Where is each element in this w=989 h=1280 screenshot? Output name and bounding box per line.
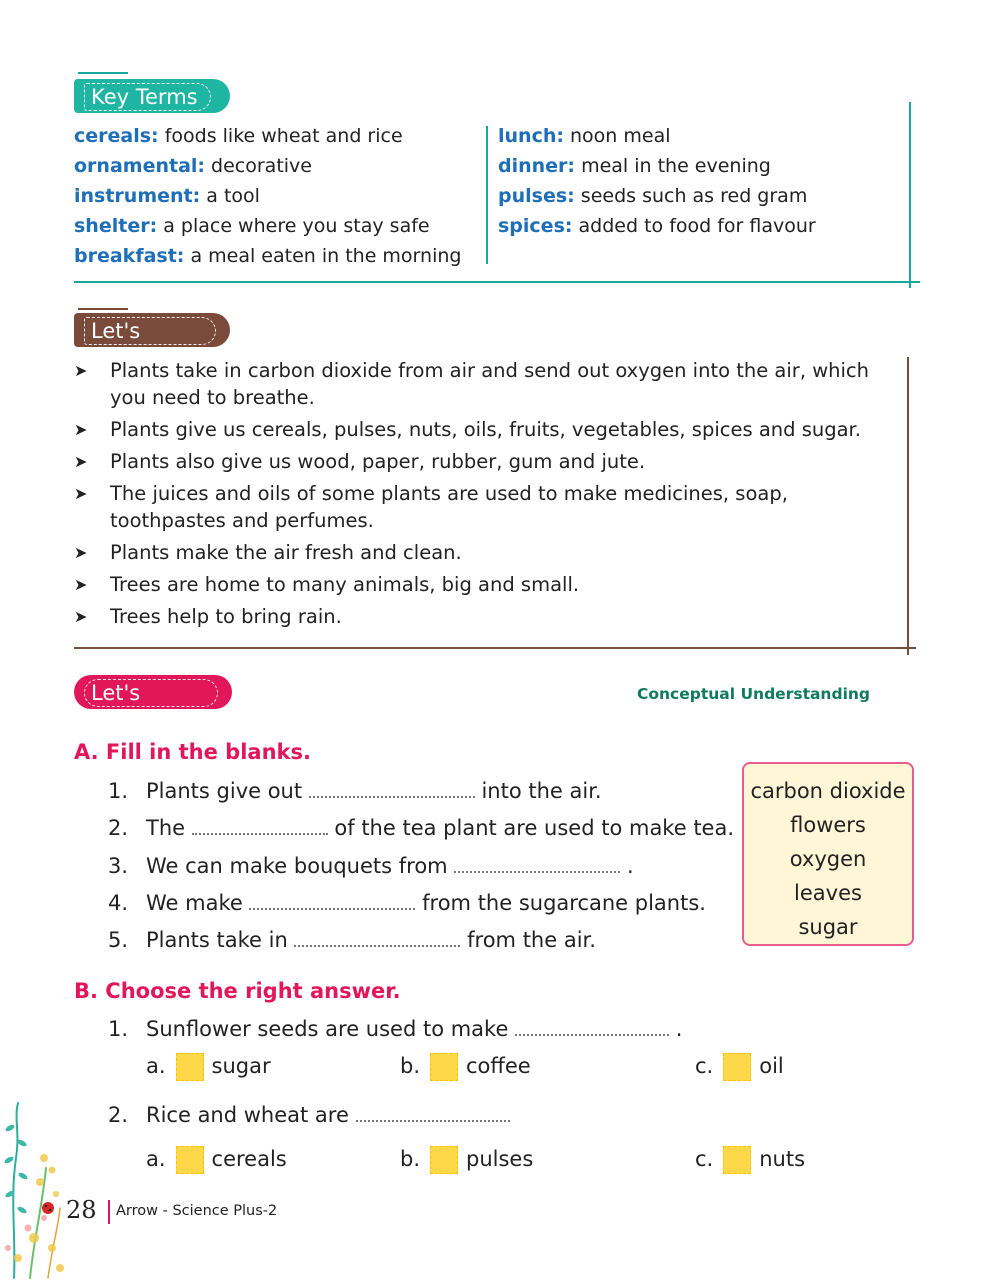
footer-separator <box>108 1200 110 1224</box>
key-term-row: pulses: seeds such as red gram <box>498 185 808 207</box>
key-term-row: dinner: meal in the evening <box>498 155 771 177</box>
answer-checkbox[interactable] <box>176 1053 204 1081</box>
page-number: 28 <box>66 1196 97 1224</box>
word-bank-item: oxygen <box>789 847 867 871</box>
mcq-option: a. cereals <box>146 1146 287 1174</box>
arrow-bullet-icon: ➤ <box>74 361 88 380</box>
answer-checkbox[interactable] <box>723 1146 751 1174</box>
mcq-option: a. sugar <box>146 1053 271 1081</box>
key-term-row: lunch: noon meal <box>498 125 671 147</box>
answer-checkbox[interactable] <box>723 1053 751 1081</box>
word-bank-item: flowers <box>790 813 866 837</box>
key-terms-right-column <box>498 121 816 241</box>
fill-blank-question: 4. We make from the sugarcane plants. <box>108 891 706 915</box>
answer-blank[interactable] <box>356 1106 510 1122</box>
arrow-bullet-icon: ➤ <box>74 543 88 562</box>
key-term-row: shelter: a place where you stay safe <box>74 215 430 237</box>
key-terms-bottom-rule <box>74 281 920 283</box>
key-term-row: instrument: a tool <box>74 185 260 207</box>
word-bank-item: carbon dioxide <box>750 779 906 803</box>
mcq-option: c. nuts <box>695 1146 805 1174</box>
key-terms-column-divider <box>486 126 488 264</box>
recall-right-border <box>907 357 909 655</box>
arrow-bullet-icon: ➤ <box>74 420 88 439</box>
answer-checkbox[interactable] <box>176 1146 204 1174</box>
list-item: ➤ Plants take in carbon dioxide from air and send out oxygen into the air, which you need to breathe. <box>74 359 870 409</box>
revise-tab-label: Let's Revise <box>84 679 218 707</box>
fill-blank-question: 2. The of the tea plant are used to make tea. <box>108 816 735 840</box>
fill-blank-question: 1. Plants give out into the air. <box>108 779 602 803</box>
recall-tab-accent <box>78 308 128 310</box>
word-bank-item: leaves <box>794 881 862 905</box>
answer-blank[interactable] <box>249 894 415 910</box>
mcq-question: 2. Rice and wheat are <box>108 1103 510 1127</box>
word-bank-item: sugar <box>798 915 858 939</box>
list-item: ➤ Plants also give us wood, paper, rubber, gum and jute. <box>74 450 646 473</box>
key-term-row: breakfast: a meal eaten in the morning <box>74 245 462 267</box>
arrow-bullet-icon: ➤ <box>74 575 88 594</box>
recall-bottom-rule <box>74 647 916 649</box>
conceptual-understanding-tag: Conceptual Understanding <box>637 685 871 703</box>
arrow-bullet-icon: ➤ <box>74 607 88 626</box>
key-term-row: cereals: foods like wheat and rice <box>74 125 403 147</box>
fill-blank-question: 3. We can make bouquets from . <box>108 854 634 878</box>
mcq-option: c. oil <box>695 1053 784 1081</box>
list-item: ➤ Plants give us cereals, pulses, nuts, oils, fruits, vegetables, spices and sugar. <box>74 418 861 441</box>
list-item: ➤ Trees help to bring rain. <box>74 605 342 628</box>
revise-tab <box>74 675 232 731</box>
recall-list <box>74 357 904 635</box>
answer-checkbox[interactable] <box>430 1053 458 1081</box>
mcq-option: b. coffee <box>400 1053 531 1081</box>
section-a-heading: A. Fill in the blanks. <box>74 740 311 764</box>
word-bank-box <box>742 762 914 946</box>
recall-tab-label: Let's Recall <box>84 317 216 345</box>
arrow-bullet-icon: ➤ <box>74 452 88 471</box>
answer-checkbox[interactable] <box>430 1146 458 1174</box>
key-terms-tab-accent <box>78 72 128 74</box>
plant-decoration-icon <box>0 1098 70 1280</box>
book-title: Arrow - Science Plus-2 <box>116 1203 278 1219</box>
fill-blank-question: 5. Plants take in from the air. <box>108 928 596 952</box>
key-term-row: spices: added to food for flavour <box>498 215 816 237</box>
key-term-row: ornamental: decorative <box>74 155 312 177</box>
key-terms-right-border <box>909 102 911 288</box>
answer-blank[interactable] <box>515 1020 669 1036</box>
answer-blank[interactable] <box>294 931 460 947</box>
answer-blank[interactable] <box>309 782 475 798</box>
section-b-heading: B. Choose the right answer. <box>74 979 401 1003</box>
list-item: ➤ The juices and oils of some plants are used to make medicines, soap, toothpastes and perfumes. <box>74 482 788 532</box>
list-item: ➤ Plants make the air fresh and clean. <box>74 541 462 564</box>
key-terms-tab <box>74 79 230 113</box>
key-terms-left-column <box>74 121 461 271</box>
mcq-option: b. pulses <box>400 1146 533 1174</box>
arrow-bullet-icon: ➤ <box>74 484 88 503</box>
key-terms-tab-label: Key Terms <box>84 83 211 111</box>
answer-blank[interactable] <box>192 819 328 835</box>
recall-tab <box>74 313 230 369</box>
list-item: ➤ Trees are home to many animals, big and small. <box>74 573 580 596</box>
mcq-question: 1. Sunflower seeds are used to make . <box>108 1017 683 1041</box>
answer-blank[interactable] <box>454 857 620 873</box>
